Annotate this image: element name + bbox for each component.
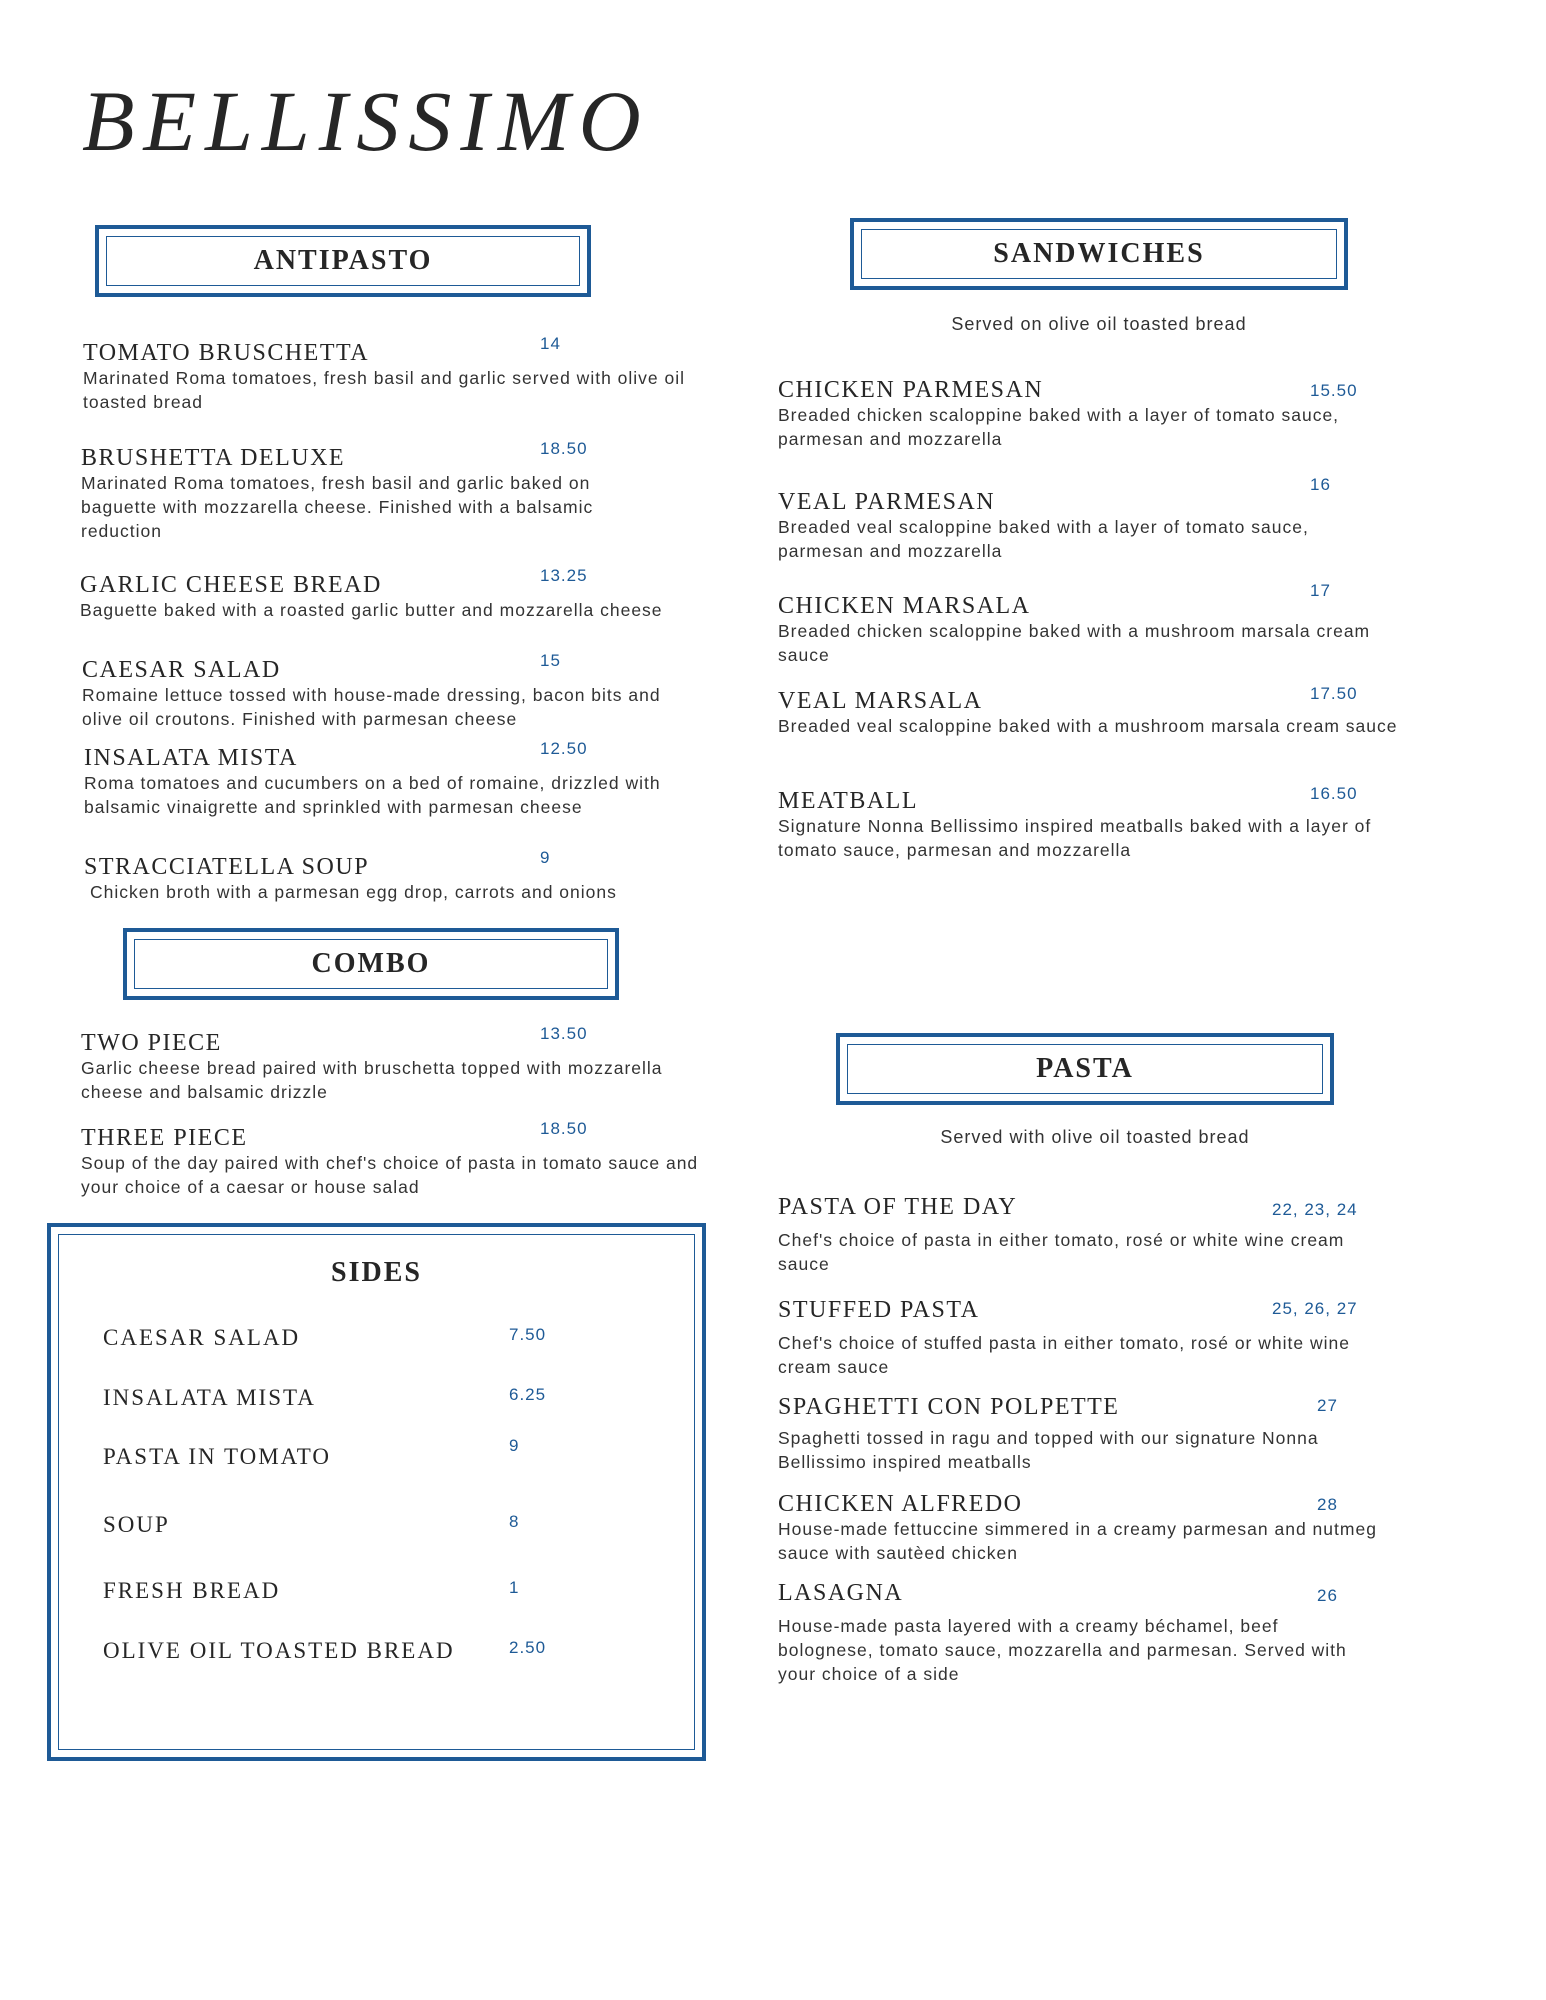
item-description: Breaded veal scaloppine baked with a mushroom marsala cream sauce — [778, 716, 1398, 736]
side-item-name: CAESAR SALAD — [103, 1325, 301, 1350]
item-price: 14 — [540, 334, 561, 353]
item-description: Chef's choice of pasta in either tomato, rosé or white wine cream sauce — [778, 1230, 1345, 1274]
menu-item — [778, 1394, 1378, 1474]
side-item — [103, 1385, 603, 1411]
item-name: CAESAR SALAD — [82, 657, 281, 683]
item-name: BRUSHETTA DELUXE — [81, 445, 346, 471]
item-price: 16 — [1310, 475, 1331, 494]
item-price: 12.50 — [540, 739, 588, 758]
menu-item — [83, 334, 703, 414]
item-price: 25, 26, 27 — [1272, 1299, 1358, 1318]
menu-item — [778, 1491, 1378, 1565]
item-description: Breaded veal scaloppine baked with a layer of tomato sauce, parmesan and mozzarella — [778, 517, 1309, 561]
item-description: Roma tomatoes and cucumbers on a bed of romaine, drizzled with balsamic vinaigrette and sprinkled with parmesan cheese — [84, 773, 661, 817]
sandwiches-note: Served on olive oil toasted bread — [951, 314, 1247, 334]
item-description: Spaghetti tossed in ragu and topped with our signature Nonna Bellissimo inspired meatballs — [778, 1428, 1319, 1472]
item-price: 18.50 — [540, 439, 588, 458]
item-price: 13.50 — [540, 1024, 588, 1043]
menu-item — [80, 566, 720, 622]
side-item-name: SOUP — [103, 1512, 170, 1537]
item-name: STUFFED PASTA — [778, 1297, 980, 1323]
item-description: Chicken broth with a parmesan egg drop, carrots and onions — [90, 882, 617, 902]
item-description: Signature Nonna Bellissimo inspired meatballs baked with a layer of tomato sauce, parmesan and mozzarella — [778, 816, 1372, 860]
menu-item — [81, 439, 671, 543]
item-description: Marinated Roma tomatoes, fresh basil and garlic served with olive oil toasted bread — [83, 368, 686, 412]
sandwiches-header — [850, 218, 1348, 290]
item-name: VEAL PARMESAN — [778, 489, 996, 515]
item-description: Chef's choice of stuffed pasta in either tomato, rosé or white wine cream sauce — [778, 1333, 1350, 1377]
item-name: MEATBALL — [778, 788, 918, 814]
item-price: 13.25 — [540, 566, 588, 585]
menu-item — [84, 739, 704, 819]
sides-title: SIDES — [331, 1257, 422, 1288]
item-price: 15.50 — [1310, 381, 1358, 400]
pasta-note: Served with olive oil toasted bread — [940, 1127, 1250, 1147]
menu-item — [81, 1119, 706, 1199]
menu-item — [778, 1194, 1398, 1276]
item-description: Breaded chicken scaloppine baked with a layer of tomato sauce, parmesan and mozzarella — [778, 405, 1340, 449]
pasta-title: PASTA — [1036, 1053, 1134, 1084]
menu-item — [778, 684, 1398, 738]
sides-box — [47, 1223, 706, 1761]
side-item — [103, 1325, 603, 1351]
item-price: 9 — [540, 848, 551, 867]
item-price: 28 — [1317, 1495, 1338, 1514]
item-price: 17.50 — [1310, 684, 1358, 703]
item-description: Garlic cheese bread paired with bruschetta topped with mozzarella cheese and balsamic drizzle — [81, 1058, 663, 1102]
side-item-price: 2.50 — [509, 1638, 547, 1657]
sandwiches-title: SANDWICHES — [993, 238, 1205, 269]
side-item-price: 7.50 — [509, 1325, 547, 1344]
item-price: 27 — [1317, 1396, 1338, 1415]
item-name: INSALATA MISTA — [84, 745, 298, 771]
item-name: LASAGNA — [778, 1580, 904, 1606]
item-name: THREE PIECE — [81, 1125, 248, 1151]
menu-item — [778, 377, 1398, 451]
item-name: CHICKEN MARSALA — [778, 593, 1031, 619]
combo-header — [123, 928, 619, 1000]
item-price: 17 — [1310, 581, 1331, 600]
restaurant-title: BELLISSIMO — [82, 73, 650, 169]
item-price: 26 — [1317, 1586, 1338, 1605]
antipasto-title: ANTIPASTO — [253, 245, 433, 276]
antipasto-header — [95, 225, 591, 297]
item-description: Marinated Roma tomatoes, fresh basil and garlic baked on baguette with mozzarella cheese. Finished with a balsamic reduction — [81, 473, 594, 541]
item-description: Breaded chicken scaloppine baked with a mushroom marsala cream sauce — [778, 621, 1371, 665]
item-description: Baguette baked with a roasted garlic butter and mozzarella cheese — [80, 600, 663, 620]
menu-item — [778, 1297, 1398, 1379]
item-name: CHICKEN PARMESAN — [778, 377, 1044, 403]
side-item-price: 6.25 — [509, 1385, 547, 1404]
menu-item — [778, 581, 1378, 667]
item-description: Soup of the day paired with chef's choice of pasta in tomato sauce and your choice of a caesar or house salad — [81, 1153, 699, 1197]
side-item-name: OLIVE OIL TOASTED BREAD — [103, 1638, 455, 1663]
combo-title: COMBO — [311, 948, 431, 979]
side-item-price: 9 — [509, 1436, 520, 1455]
item-description: House-made fettuccine simmered in a creamy parmesan and nutmeg sauce with sautèed chicken — [778, 1519, 1377, 1563]
item-description: Romaine lettuce tossed with house-made dressing, bacon bits and olive oil croutons. Finished with parmesan cheese — [82, 685, 661, 729]
menu-item — [84, 848, 724, 904]
sides-box-inner-border — [58, 1234, 695, 1750]
side-item-name: FRESH BREAD — [103, 1578, 281, 1603]
item-price: 18.50 — [540, 1119, 588, 1138]
menu-item — [778, 784, 1398, 862]
item-name: PASTA OF THE DAY — [778, 1194, 1018, 1220]
pasta-header — [836, 1033, 1334, 1105]
item-name: TWO PIECE — [81, 1030, 222, 1056]
item-name: CHICKEN ALFREDO — [778, 1491, 1023, 1517]
menu-item — [778, 1580, 1378, 1686]
item-name: SPAGHETTI CON POLPETTE — [778, 1394, 1120, 1420]
item-name: GARLIC CHEESE BREAD — [80, 572, 382, 598]
menu-item — [82, 651, 707, 731]
side-item — [103, 1512, 603, 1538]
menu-item — [81, 1024, 706, 1104]
side-item-name: PASTA IN TOMATO — [103, 1444, 331, 1469]
item-price: 15 — [540, 651, 561, 670]
side-item-price: 1 — [509, 1578, 520, 1597]
item-price: 22, 23, 24 — [1272, 1200, 1358, 1219]
side-item — [103, 1578, 603, 1604]
item-name: VEAL MARSALA — [778, 688, 983, 714]
side-item — [103, 1436, 603, 1470]
menu-item — [778, 475, 1378, 563]
item-description: House-made pasta layered with a creamy béchamel, beef bolognese, tomato sauce, mozzarella and parmesan. Served with your choice of a side — [778, 1616, 1347, 1684]
side-item — [103, 1638, 603, 1664]
item-name: TOMATO BRUSCHETTA — [83, 340, 370, 366]
side-item-price: 8 — [509, 1512, 520, 1531]
side-item-name: INSALATA MISTA — [103, 1385, 316, 1410]
item-price: 16.50 — [1310, 784, 1358, 803]
item-name: STRACCIATELLA SOUP — [84, 854, 370, 880]
